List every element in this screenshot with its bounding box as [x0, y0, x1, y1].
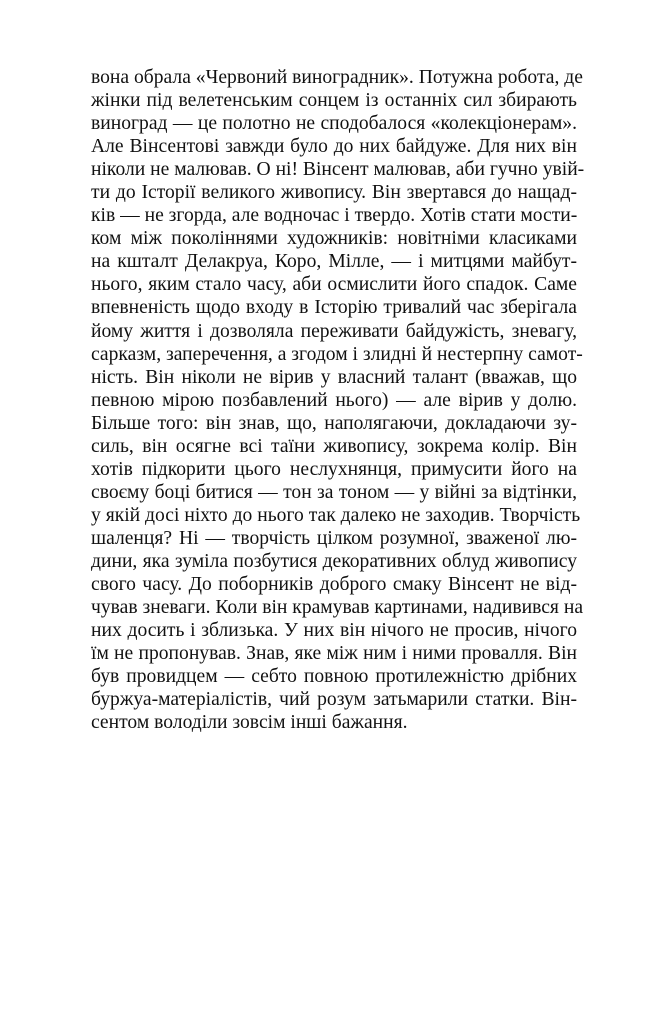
text-line: йому життя і дозволяла переживати байдужість, зневагу,: [91, 320, 577, 342]
text-line: своєму боці битися — тон за тоном — у війні за відтінки,: [91, 481, 577, 503]
text-line: впевненість щодо входу в Історію тривалий час зберігала: [91, 297, 577, 319]
text-line: виноград — це полотно не сподобалося «колекціонерам».: [91, 113, 577, 135]
text-line: у якій досі ніхто до нього так далеко не заходив. Творчість: [91, 504, 581, 526]
text-line: свого часу. До поборників доброго смаку Вінсент не від-: [91, 574, 577, 596]
text-line: силь, він осягне всі таїни живопису, зокрема колір. Він: [91, 435, 577, 457]
text-line: певною мірою позбавлений нього) — але вірив у долю.: [91, 389, 577, 411]
text-line: був провидцем — себто повною протилежністю дрібних: [91, 666, 577, 688]
text-line: них досить і зблизька. У них він нічого не просив, нічого: [91, 620, 577, 642]
text-line: Але Вінсентові завжди було до них байдуже. Для них він: [91, 136, 577, 158]
text-line: ком між поколіннями художників: новітніми класиками: [91, 228, 577, 250]
text-line: їм не пропонував. Знав, яке між ним і ними провалля. Він: [91, 643, 577, 665]
text-line: ків — не згорда, але водночас і твердо. Хотів стати мости-: [91, 205, 578, 227]
text-line: ніколи не малював. О ні! Вінсент малював, аби гучно увій-: [91, 159, 585, 181]
text-line: сарказм, заперечення, а згодом і злидні й нестерпну самот-: [91, 343, 583, 365]
text-line: буржуа-матеріалістів, чий розум затьмарили статки. Він-: [91, 689, 577, 711]
text-line: на кшталт Делакруа, Коро, Мілле, — і митцями майбут-: [91, 251, 577, 273]
text-line: Більше того: він знав, що, наполягаючи, докладаючи зу-: [91, 412, 577, 434]
text-line: нього, яким стало часу, аби осмислити його спадок. Саме: [91, 274, 577, 296]
text-line: хотів підкорити цього неслухнянця, примусити його на: [91, 458, 577, 480]
text-line: жінки під велетенським сонцем із останніх сил збирають: [91, 90, 577, 112]
text-line: ність. Він ніколи не вірив у власний талант (вважав, що: [91, 366, 577, 388]
text-line: ти до Історії великого живопису. Він звертався до нащад-: [91, 182, 577, 204]
text-line-last: сентом володіли зовсім інші бажання.: [91, 712, 408, 734]
text-line: вона обрала «Червоний виноградник». Потужна робота, де: [91, 67, 583, 88]
body-text: [91, 66, 585, 734]
text-line: шаленця? Ні — творчість цілком розумної, зваженої лю-: [91, 527, 577, 549]
text-line: чував зневаги. Коли він крамував картинами, надивився на: [91, 597, 584, 619]
text-line: дини, яка зуміла позбутися декоративних облуд живопису: [91, 550, 577, 572]
